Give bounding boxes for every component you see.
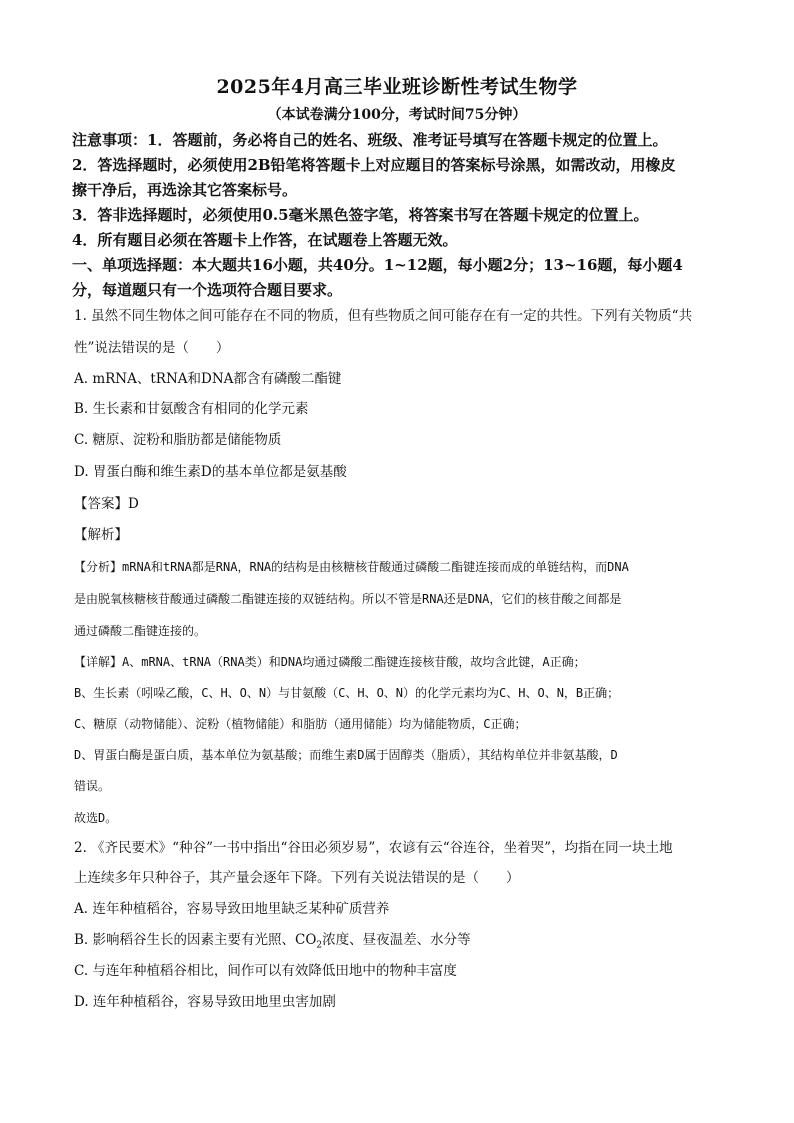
section-heading-b: 分，每道题只有一个选项符合题目要求。	[72, 281, 343, 299]
q1-analysis-3: 通过磷酸二酯键连接的。	[74, 624, 207, 638]
exam-subtitle: （本试卷满分100分，考试时间75分钟）	[267, 107, 527, 123]
q2-option-b-sub: 2	[316, 940, 323, 951]
q2-option-b	[74, 930, 724, 956]
q1-detail-3: C、糖原（动物储能）、淀粉（植物储能）和脂肪（通用储能）均为储能物质，C正确；	[74, 717, 527, 731]
q2-option-b-post: 浓度、昼夜温差、水分等	[322, 932, 471, 948]
q1-analysis-1: 【分析】mRNA和tRNA都是RNA，RNA的结构是由核糖核苷酸通过磷酸二酯键连接而成的单链结构，而DNA	[74, 560, 629, 574]
q1-option-d: D. 胃蛋白酶和维生素D的基本单位都是氨基酸	[74, 464, 347, 480]
q1-detail-4: D、胃蛋白酶是蛋白质，基本单位为氨基酸；而维生素D属于固醇类（脂质），其结构单位并非氨基酸，D	[74, 748, 618, 762]
notice-3: 3．答非选择题时，必须使用0.5毫米黑色签字笔，将答案书写在答题卡规定的位置上。	[72, 206, 649, 224]
q1-detail-5: 错误。	[74, 779, 111, 793]
q2-option-b-pre: B. 影响稻谷生长的因素主要有光照、CO	[74, 932, 317, 948]
q1-analysis-2: 是由脱氧核糖核苷酸通过磷酸二酯键连接的双链结构。所以不管是RNA还是DNA，它们的核苷酸之间都是	[74, 592, 622, 606]
q2-stem-a: 2. 《齐民要术》“种谷”一书中指出“谷田必须岁易”，农谚有云“谷连谷，坐着哭”，均指在同一块土地	[74, 840, 673, 856]
notice-1: 注意事项：1．答题前，务必将自己的姓名、班级、准考证号填写在答题卡规定的位置上。	[72, 131, 668, 149]
q2-stem-b: 上连续多年只种谷子，其产量会逐年下降。下列有关说法错误的是（ ）	[74, 870, 520, 886]
q2-option-a: A. 连年种植稻谷，容易导致田地里缺乏某种矿质营养	[74, 901, 390, 917]
q1-detail-2: B、生长素（吲哚乙酸，C、H、O、N）与甘氨酸（C、H、O、N）的化学元素均为C、H、O、N，B正确；	[74, 686, 620, 700]
q1-option-b: B. 生长素和甘氨酸含有相同的化学元素	[74, 401, 309, 417]
q1-analysis-label: 【解析】	[74, 527, 128, 543]
q1-answer: 【答案】D	[74, 496, 139, 512]
q2-option-c: C. 与连年种植稻谷相比，间作可以有效降低田地中的物种丰富度	[74, 963, 457, 979]
notice-4: 4．所有题目必须在答题卡上作答，在试题卷上答题无效。	[72, 231, 458, 249]
q1-option-c: C. 糖原、淀粉和脂肪都是储能物质	[74, 432, 282, 448]
q1-option-a: A. mRNA、tRNA和DNA都含有磷酸二酯键	[74, 371, 342, 387]
section-heading-a: 一、单项选择题：本大题共16小题，共40分。1~12题，每小题2分；13~16题，每小题4	[72, 256, 683, 274]
q2-option-d: D. 连年种植稻谷，容易导致田地里虫害加剧	[74, 994, 336, 1010]
q1-stem-b: 性”说法错误的是（ ）	[74, 340, 230, 356]
notice-2a: 2．答选择题时，必须使用2B铅笔将答题卡上对应题目的答案标号涂黑，如需改动，用橡皮	[72, 156, 676, 174]
notice-2b: 擦干净后，再选涂其它答案标号。	[72, 181, 298, 199]
exam-title: 2025年4月高三毕业班诊断性考试生物学	[216, 76, 578, 98]
q1-detail-1: 【详解】A、mRNA、tRNA（RNA类）和DNA均通过磷酸二酯键连接核苷酸，故均含此键，A正确；	[74, 655, 586, 669]
q1-conclusion: 故选D。	[74, 811, 118, 825]
q1-stem-a: 1. 虽然不同生物体之间可能存在不同的物质，但有些物质之间可能存在有一定的共性。下列有关物质“共	[74, 308, 693, 324]
